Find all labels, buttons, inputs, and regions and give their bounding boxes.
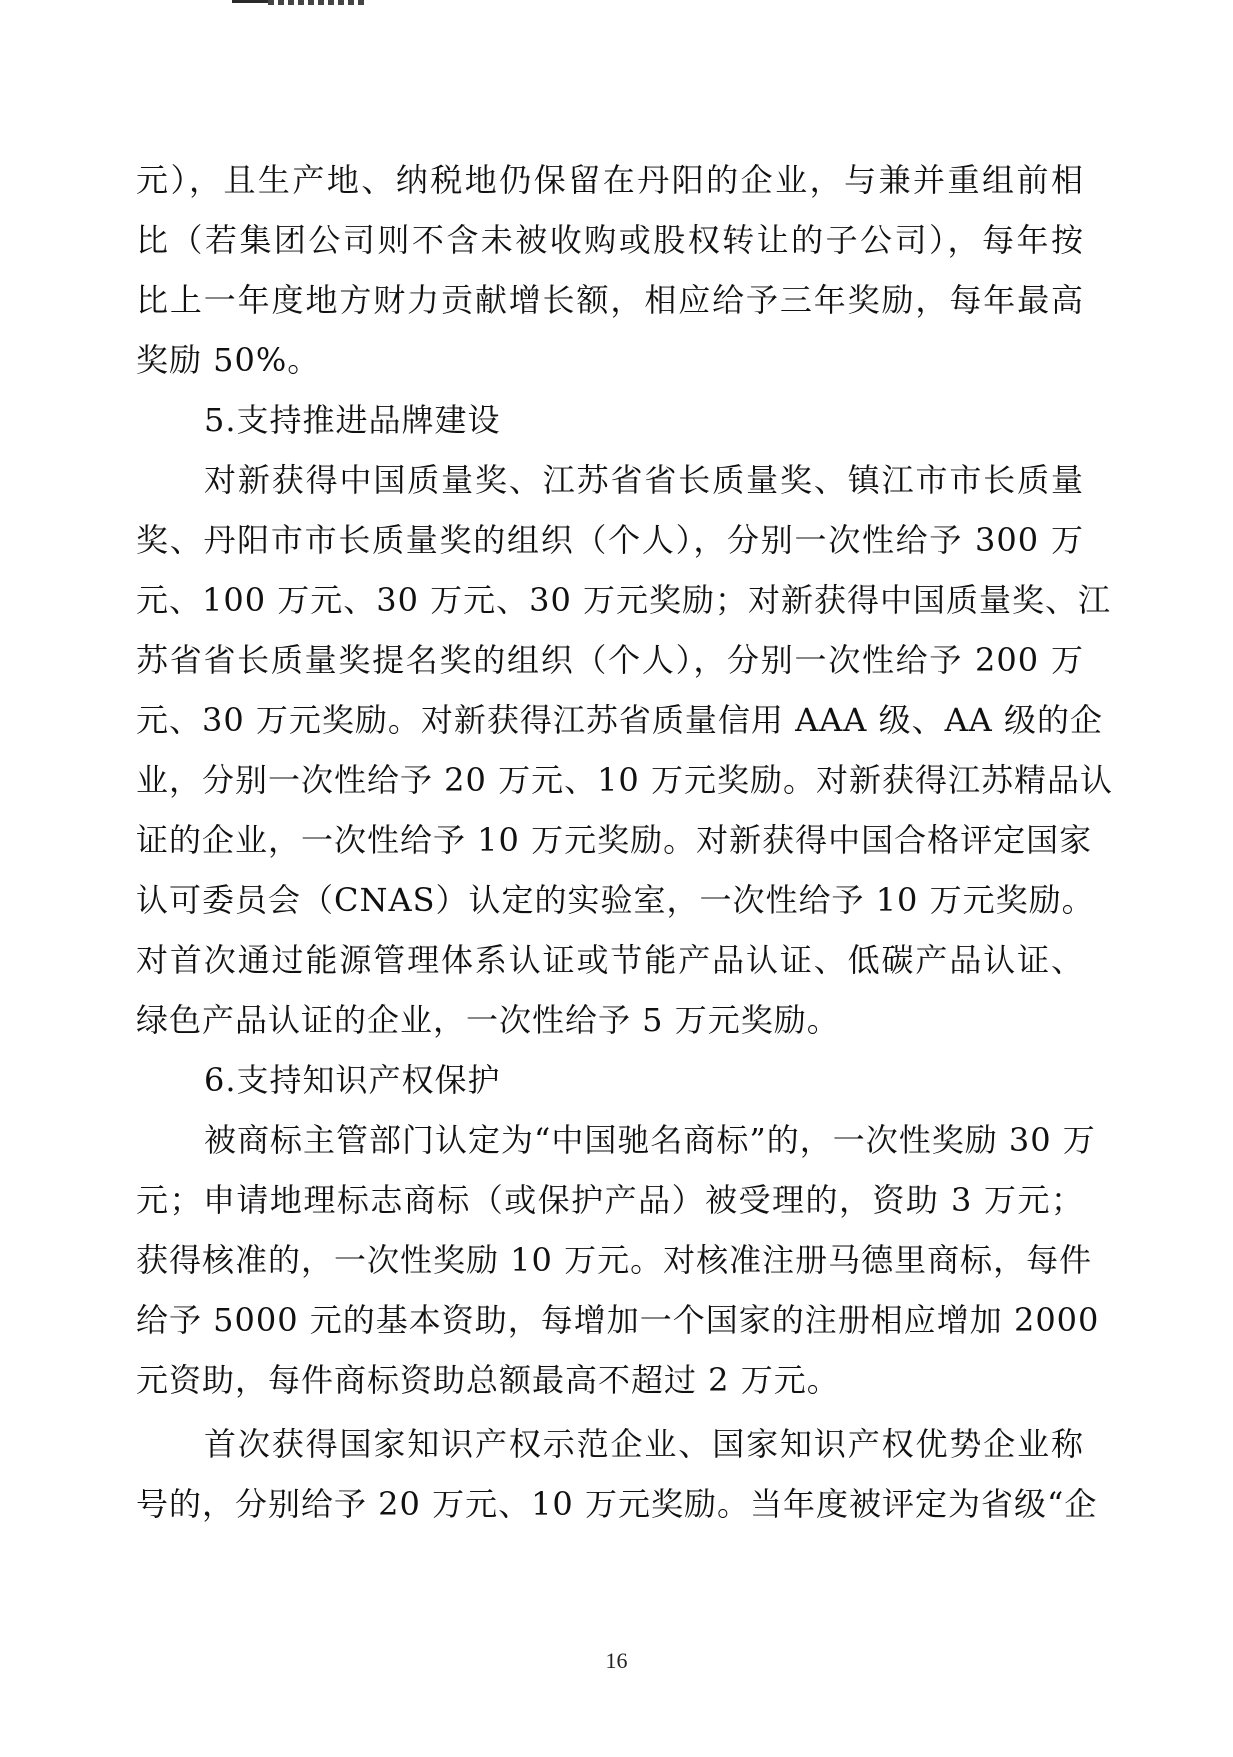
paragraph-continuation [136, 150, 1084, 390]
text-line: 元），且生产地、纳税地仍保留在丹阳的企业，与兼并重组前相 [136, 161, 1084, 199]
text-line: 苏省省长质量奖提名奖的组织（个人），分别一次性给予 200 万 [136, 641, 1084, 679]
text-line: 证的企业，一次性给予 10 万元奖励。对新获得中国合格评定国家 [136, 821, 1093, 859]
page-number: 16 [605, 1648, 628, 1673]
paragraph-trademark [136, 1110, 1100, 1410]
text-line: 元；申请地理标志商标（或保护产品）被受理的，资助 3 万元； [136, 1181, 1084, 1219]
paragraph-ip-demonstration [136, 1414, 1098, 1534]
text-line: 绿色产品认证的企业，一次性给予 5 万元奖励。 [136, 1001, 840, 1039]
text-line: 元、30 万元奖励。对新获得江苏省质量信用 AAA 级、AA 级的企 [136, 701, 1103, 739]
section-heading: 6.支持知识产权保护 [204, 1061, 501, 1099]
text-line: 业，分别一次性给予 20 万元、10 万元奖励。对新获得江苏精品认 [136, 761, 1113, 799]
document-body [136, 150, 1113, 1534]
text-line: 奖励 50%。 [136, 341, 321, 379]
text-line: 比（若集团公司则不含未被收购或股权转让的子公司），每年按 [136, 221, 1084, 259]
text-line: 获得核准的，一次性奖励 10 万元。对核准注册马德里商标，每件 [136, 1241, 1093, 1279]
paragraph-brand-building [136, 450, 1113, 1050]
text-line: 号的，分别给予 20 万元、10 万元奖励。当年度被评定为省级“企 [136, 1485, 1098, 1523]
text-line: 对首次通过能源管理体系认证或节能产品认证、低碳产品认证、 [136, 941, 1084, 979]
text-line: 奖、丹阳市市长质量奖的组织（个人），分别一次性给予 300 万 [136, 521, 1084, 559]
text-line: 被商标主管部门认定为“中国驰名商标”的，一次性奖励 30 万 [204, 1121, 1096, 1159]
text-line: 首次获得国家知识产权示范企业、国家知识产权优势企业称 [204, 1425, 1084, 1463]
text-line: 对新获得中国质量奖、江苏省省长质量奖、镇江市市长质量 [204, 461, 1084, 499]
text-line: 给予 5000 元的基本资助，每增加一个国家的注册相应增加 2000 [136, 1301, 1100, 1339]
scan-edge-mark-tail [268, 0, 368, 5]
text-line: 认可委员会（CNAS）认定的实验室，一次性给予 10 万元奖励。 [136, 881, 1095, 919]
text-line: 元资助，每件商标资助总额最高不超过 2 万元。 [136, 1361, 840, 1399]
section-heading: 5.支持推进品牌建设 [204, 401, 501, 439]
text-line: 元、100 万元、30 万元、30 万元奖励；对新获得中国质量奖、江 [136, 581, 1112, 619]
text-line: 比上一年度地方财力贡献增长额，相应给予三年奖励，每年最高 [136, 281, 1084, 319]
